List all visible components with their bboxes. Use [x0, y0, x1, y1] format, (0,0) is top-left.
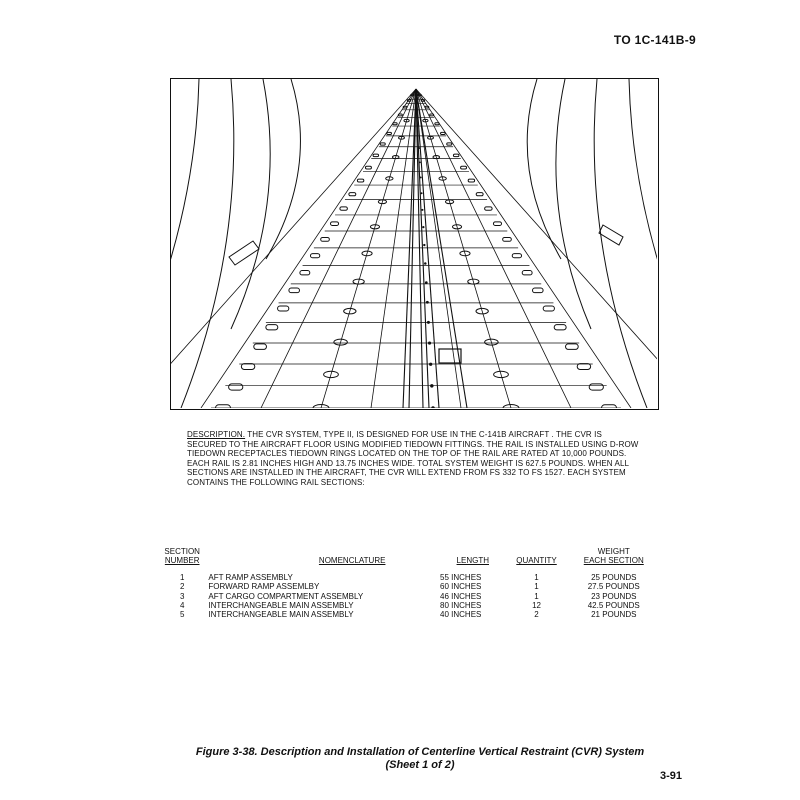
rail-tiedown-dot [423, 244, 425, 246]
cell-nomenclature: FORWARD RAMP ASSEMLBY [208, 582, 320, 592]
table-row [160, 592, 660, 601]
roller-left [330, 222, 338, 226]
floor-longitudinal-line [416, 89, 657, 408]
cell-quantity: 1 [534, 591, 539, 601]
roller-left [365, 166, 371, 169]
cell-quantity: 1 [534, 572, 539, 582]
fuselage-rib-line [266, 79, 300, 259]
roller-right [493, 222, 501, 226]
floor-longitudinal-line [261, 89, 416, 408]
description-lead: DESCRIPTION. [187, 430, 246, 439]
roller-left [393, 123, 397, 125]
cell-weight: 25 POUNDS [591, 572, 637, 582]
fuselage-rib-line [231, 79, 270, 329]
figure-illustration-frame [170, 78, 659, 410]
figure-caption [140, 746, 700, 772]
cell-nomenclature: AFT CARGO COMPARTMENT ASSEMBLY [208, 591, 364, 601]
roller-left [300, 271, 310, 275]
table-row [160, 610, 660, 619]
rail-tiedown-dot [422, 226, 424, 228]
roller-left [278, 306, 289, 311]
fuselage-rib-line [556, 79, 591, 329]
rail-tiedown-dot [431, 406, 435, 408]
table-row [160, 582, 660, 591]
table-row [160, 573, 660, 582]
floor-longitudinal-line [201, 89, 416, 408]
roller-right [554, 325, 566, 330]
roller-right [589, 384, 603, 390]
cell-length: 80 INCHES [440, 601, 482, 611]
rail-sections-table [160, 547, 660, 620]
column-header-section [160, 547, 204, 573]
rail-tiedown-dot [425, 281, 428, 284]
cell-quantity: 1 [534, 582, 539, 592]
rail-tiedown-dot [421, 192, 423, 194]
roller-left [340, 207, 347, 210]
cell-nomenclature: INTERCHANGEABLE MAIN ASSEMBLY [208, 610, 354, 620]
roller-right [447, 143, 452, 145]
cell-section-number: 4 [179, 601, 185, 611]
cell-nomenclature: AFT RAMP ASSEMBLY [208, 572, 293, 582]
page-number: 3-91 [659, 770, 682, 782]
header-section-number-text: NUMBER [164, 556, 200, 566]
roller-left [357, 179, 363, 182]
roller-left [321, 237, 330, 241]
roller-right [543, 306, 554, 311]
column-header-nomenclature [204, 547, 440, 573]
side-handle-left [229, 241, 259, 265]
header-weight-each-text: EACH SECTION [583, 556, 644, 566]
fuselage-rib-line [181, 79, 234, 408]
floor-longitudinal-line [416, 89, 631, 408]
cvr-rail-illustration [171, 79, 657, 408]
roller-left [349, 193, 356, 196]
roller-left [380, 143, 385, 145]
rail-tiedown-dot [426, 301, 429, 304]
rail-tiedown-dot [421, 209, 423, 211]
header-nomenclature-text: NOMENCLATURE [318, 556, 386, 566]
column-header-length [440, 547, 506, 573]
rail-tiedown-dot [428, 342, 431, 345]
cell-section-number: 1 [179, 572, 185, 582]
rail-tiedown-dot [418, 147, 420, 149]
roller-left [254, 344, 267, 350]
technical-order-number: TO 1C-141B-9 [613, 33, 696, 47]
header-section-line1: SECTION [164, 547, 200, 556]
roller-left [310, 254, 319, 258]
rail-tiedown-dot [429, 363, 432, 366]
rail-tiedown-dot [424, 262, 427, 265]
header-weight-line2 [568, 556, 660, 565]
rail-tiedown-dot [427, 321, 430, 324]
roller-left [387, 132, 392, 134]
roller-right [522, 271, 532, 275]
cell-quantity: 12 [532, 601, 541, 611]
roller-left [289, 288, 300, 293]
caption-title: Figure 3-38. Description and Installation of Centerline Vertical Restraint (CVR) System [195, 746, 645, 758]
fuselage-rib-line [629, 79, 657, 408]
table-row [160, 601, 660, 610]
roller-right [461, 166, 467, 169]
roller-right [512, 254, 521, 258]
floor-longitudinal-line [321, 89, 416, 408]
rail-tiedown-dot [419, 161, 421, 163]
floor-longitudinal-line [171, 89, 416, 408]
roller-left [373, 154, 378, 157]
cell-section-number: 5 [179, 610, 185, 620]
header-quantity-text: QUANTITY [516, 556, 557, 566]
roller-right [468, 179, 474, 182]
roller-left [266, 325, 278, 330]
header-weight-line1: WEIGHT [597, 547, 630, 556]
side-handle-right [599, 225, 623, 245]
description-body: THE CVR SYSTEM, TYPE II, IS DESIGNED FOR USE IN THE C-141B AIRCRAFT . THE CVR IS SECURED TO THE AIRCRAFT FLOOR USING MODIFIED TIEDOWN FITTINGS. THE RAIL IS INSTALLED USING D-ROW TIEDOWN RECEPTACLES TIEDOWN RINGS LOCATED ON THE TOP OF THE RAIL ARE RATED AT 10,000 POUNDS. EACH RAIL IS 2.81 INCHES HIGH AND 13.75 INCHES WIDE. TOTAL SYSTEM WEIGHT IS 627.5 POUNDS. WHEN ALL SECTIONS ARE INSTALLED IN THE AIRCRAFT, THE CVR WILL EXTEND FROM FS 332 TO FS 1527. EACH SYSTEM CONTAINS THE FOLLOWING RAIL SECTIONS: [187, 430, 639, 487]
header-section-line2 [160, 556, 204, 565]
roller-right [503, 237, 512, 241]
cell-weight: 21 POUNDS [591, 610, 637, 620]
roller-right [577, 364, 590, 370]
cell-length: 55 INCHES [440, 572, 482, 582]
roller-left [229, 384, 243, 390]
column-header-quantity [506, 547, 568, 573]
cell-nomenclature: INTERCHANGEABLE MAIN ASSEMBLY [208, 601, 354, 611]
cell-weight: 27.5 POUNDS [587, 582, 640, 592]
cell-length: 46 INCHES [440, 591, 482, 601]
roller-right [533, 288, 544, 293]
cell-quantity: 2 [534, 610, 539, 620]
roller-right [435, 123, 439, 125]
floor-longitudinal-line [416, 89, 511, 408]
roller-right [485, 207, 492, 210]
description-paragraph [187, 430, 643, 488]
cell-weight: 42.5 POUNDS [587, 601, 640, 611]
rail-tiedown-dot [420, 177, 422, 179]
header-length-text: LENGTH [456, 556, 489, 566]
roller-right [566, 344, 579, 350]
cell-weight: 23 POUNDS [591, 591, 637, 601]
roller-right [602, 405, 617, 408]
column-header-weight [568, 547, 660, 573]
roller-right [441, 132, 446, 134]
cell-section-number: 3 [179, 591, 185, 601]
cvr-rail-edge-line [416, 89, 467, 408]
cell-section-number: 2 [179, 582, 185, 592]
fuselage-rib-line [594, 79, 647, 408]
rail-tiedown-dot [430, 384, 433, 387]
table-header-row [160, 547, 660, 573]
roller-right [476, 193, 483, 196]
caption-sheet: (Sheet 1 of 2) [385, 759, 455, 771]
roller-right [453, 154, 458, 157]
cell-length: 60 INCHES [440, 582, 482, 592]
roller-left [241, 364, 254, 370]
cell-length: 40 INCHES [440, 610, 482, 620]
roller-left [216, 405, 231, 408]
